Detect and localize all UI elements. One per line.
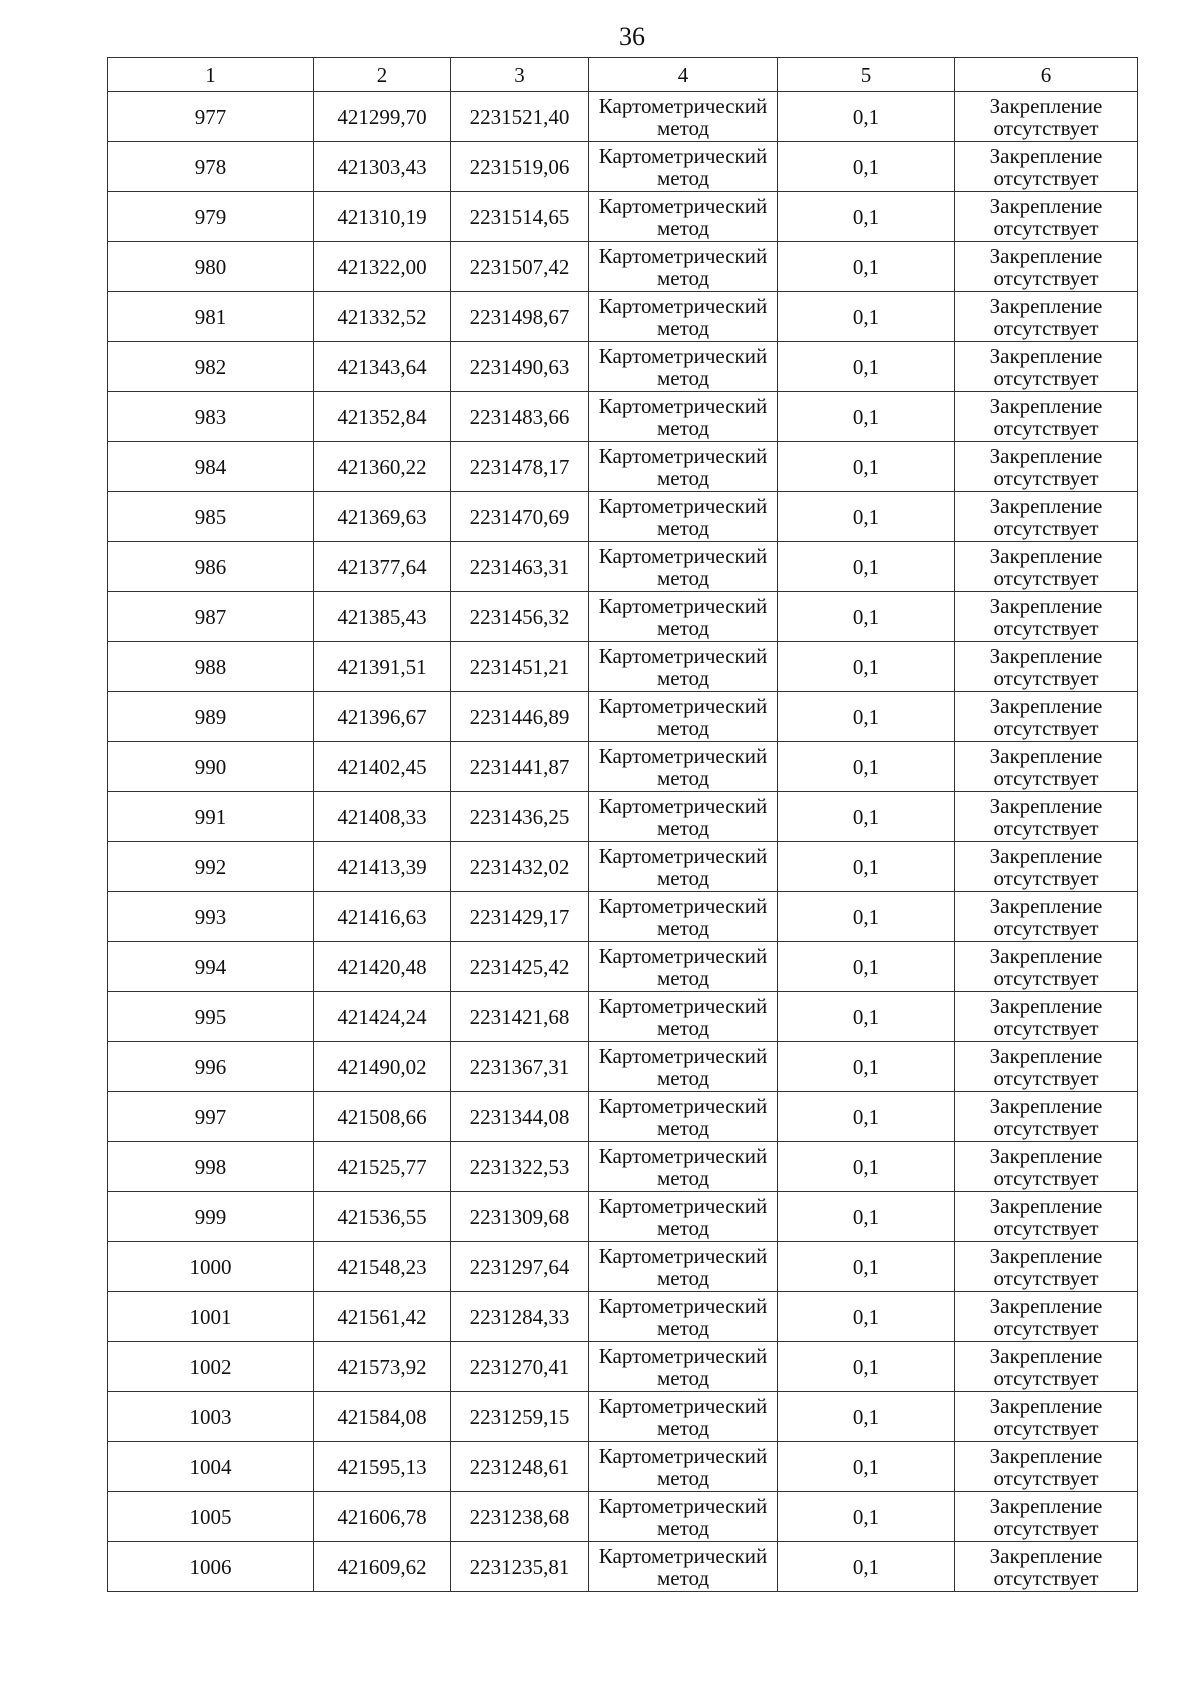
point-number-cell: 985 xyxy=(108,492,314,542)
x-coordinate-cell: 421595,13 xyxy=(314,1442,451,1492)
table-row xyxy=(108,1142,1138,1192)
table-row xyxy=(108,892,1138,942)
method-cell: Картометрический метод xyxy=(589,292,778,342)
table-row xyxy=(108,92,1138,142)
table-header-row xyxy=(108,58,1138,92)
accuracy-cell: 0,1 xyxy=(778,692,955,742)
y-coordinate-cell: 2231514,65 xyxy=(451,192,589,242)
table-row xyxy=(108,1492,1138,1542)
method-cell: Картометрический метод xyxy=(589,1542,778,1592)
table-row xyxy=(108,1292,1138,1342)
accuracy-cell: 0,1 xyxy=(778,342,955,392)
table-row xyxy=(108,1392,1138,1442)
point-number-cell: 987 xyxy=(108,592,314,642)
x-coordinate-cell: 421299,70 xyxy=(314,92,451,142)
x-coordinate-cell: 421420,48 xyxy=(314,942,451,992)
column-header-6: 6 xyxy=(955,58,1138,92)
accuracy-cell: 0,1 xyxy=(778,292,955,342)
accuracy-cell: 0,1 xyxy=(778,992,955,1042)
method-cell: Картометрический метод xyxy=(589,642,778,692)
y-coordinate-cell: 2231498,67 xyxy=(451,292,589,342)
fixing-cell: Закрепление отсутствует xyxy=(955,142,1138,192)
fixing-cell: Закрепление отсутствует xyxy=(955,892,1138,942)
table-row xyxy=(108,792,1138,842)
accuracy-cell: 0,1 xyxy=(778,1542,955,1592)
point-number-cell: 992 xyxy=(108,842,314,892)
y-coordinate-cell: 2231259,15 xyxy=(451,1392,589,1442)
fixing-cell: Закрепление отсутствует xyxy=(955,292,1138,342)
y-coordinate-cell: 2231432,02 xyxy=(451,842,589,892)
x-coordinate-cell: 421352,84 xyxy=(314,392,451,442)
point-number-cell: 995 xyxy=(108,992,314,1042)
point-number-cell: 990 xyxy=(108,742,314,792)
table-row xyxy=(108,1442,1138,1492)
x-coordinate-cell: 421525,77 xyxy=(314,1142,451,1192)
point-number-cell: 983 xyxy=(108,392,314,442)
accuracy-cell: 0,1 xyxy=(778,1492,955,1542)
accuracy-cell: 0,1 xyxy=(778,1342,955,1392)
point-number-cell: 1002 xyxy=(108,1342,314,1392)
accuracy-cell: 0,1 xyxy=(778,442,955,492)
method-cell: Картометрический метод xyxy=(589,342,778,392)
y-coordinate-cell: 2231344,08 xyxy=(451,1092,589,1142)
accuracy-cell: 0,1 xyxy=(778,492,955,542)
fixing-cell: Закрепление отсутствует xyxy=(955,792,1138,842)
point-number-cell: 993 xyxy=(108,892,314,942)
y-coordinate-cell: 2231470,69 xyxy=(451,492,589,542)
method-cell: Картометрический метод xyxy=(589,592,778,642)
table-row xyxy=(108,542,1138,592)
y-coordinate-cell: 2231421,68 xyxy=(451,992,589,1042)
x-coordinate-cell: 421561,42 xyxy=(314,1292,451,1342)
accuracy-cell: 0,1 xyxy=(778,92,955,142)
method-cell: Картометрический метод xyxy=(589,742,778,792)
accuracy-cell: 0,1 xyxy=(778,142,955,192)
y-coordinate-cell: 2231519,06 xyxy=(451,142,589,192)
accuracy-cell: 0,1 xyxy=(778,1042,955,1092)
accuracy-cell: 0,1 xyxy=(778,892,955,942)
method-cell: Картометрический метод xyxy=(589,1292,778,1342)
x-coordinate-cell: 421360,22 xyxy=(314,442,451,492)
table-row xyxy=(108,592,1138,642)
fixing-cell: Закрепление отсутствует xyxy=(955,492,1138,542)
x-coordinate-cell: 421424,24 xyxy=(314,992,451,1042)
x-coordinate-cell: 421332,52 xyxy=(314,292,451,342)
accuracy-cell: 0,1 xyxy=(778,842,955,892)
point-number-cell: 982 xyxy=(108,342,314,392)
table-body xyxy=(108,92,1138,1592)
y-coordinate-cell: 2231478,17 xyxy=(451,442,589,492)
point-number-cell: 991 xyxy=(108,792,314,842)
x-coordinate-cell: 421413,39 xyxy=(314,842,451,892)
table-row xyxy=(108,192,1138,242)
fixing-cell: Закрепление отсутствует xyxy=(955,692,1138,742)
table-row xyxy=(108,1042,1138,1092)
point-number-cell: 981 xyxy=(108,292,314,342)
table-row xyxy=(108,242,1138,292)
method-cell: Картометрический метод xyxy=(589,942,778,992)
fixing-cell: Закрепление отсутствует xyxy=(955,842,1138,892)
point-number-cell: 999 xyxy=(108,1192,314,1242)
fixing-cell: Закрепление отсутствует xyxy=(955,1492,1138,1542)
accuracy-cell: 0,1 xyxy=(778,1192,955,1242)
table-row xyxy=(108,342,1138,392)
x-coordinate-cell: 421391,51 xyxy=(314,642,451,692)
x-coordinate-cell: 421508,66 xyxy=(314,1092,451,1142)
x-coordinate-cell: 421584,08 xyxy=(314,1392,451,1442)
fixing-cell: Закрепление отсутствует xyxy=(955,242,1138,292)
method-cell: Картометрический метод xyxy=(589,1042,778,1092)
fixing-cell: Закрепление отсутствует xyxy=(955,442,1138,492)
method-cell: Картометрический метод xyxy=(589,192,778,242)
x-coordinate-cell: 421408,33 xyxy=(314,792,451,842)
table-row xyxy=(108,392,1138,442)
point-number-cell: 977 xyxy=(108,92,314,142)
y-coordinate-cell: 2231322,53 xyxy=(451,1142,589,1192)
x-coordinate-cell: 421573,92 xyxy=(314,1342,451,1392)
column-header-1: 1 xyxy=(108,58,314,92)
accuracy-cell: 0,1 xyxy=(778,542,955,592)
method-cell: Картометрический метод xyxy=(589,1192,778,1242)
table-row xyxy=(108,692,1138,742)
fixing-cell: Закрепление отсутствует xyxy=(955,742,1138,792)
y-coordinate-cell: 2231429,17 xyxy=(451,892,589,942)
table-row xyxy=(108,1242,1138,1292)
point-number-cell: 1005 xyxy=(108,1492,314,1542)
method-cell: Картометрический метод xyxy=(589,1442,778,1492)
method-cell: Картометрический метод xyxy=(589,242,778,292)
y-coordinate-cell: 2231451,21 xyxy=(451,642,589,692)
x-coordinate-cell: 421322,00 xyxy=(314,242,451,292)
fixing-cell: Закрепление отсутствует xyxy=(955,1092,1138,1142)
table-row xyxy=(108,492,1138,542)
fixing-cell: Закрепление отсутствует xyxy=(955,342,1138,392)
x-coordinate-cell: 421536,55 xyxy=(314,1192,451,1242)
point-number-cell: 989 xyxy=(108,692,314,742)
y-coordinate-cell: 2231483,66 xyxy=(451,392,589,442)
x-coordinate-cell: 421416,63 xyxy=(314,892,451,942)
fixing-cell: Закрепление отсутствует xyxy=(955,92,1138,142)
accuracy-cell: 0,1 xyxy=(778,792,955,842)
fixing-cell: Закрепление отсутствует xyxy=(955,592,1138,642)
method-cell: Картометрический метод xyxy=(589,1242,778,1292)
accuracy-cell: 0,1 xyxy=(778,742,955,792)
y-coordinate-cell: 2231490,63 xyxy=(451,342,589,392)
table-row xyxy=(108,1092,1138,1142)
fixing-cell: Закрепление отсутствует xyxy=(955,992,1138,1042)
table-row xyxy=(108,1192,1138,1242)
point-number-cell: 980 xyxy=(108,242,314,292)
x-coordinate-cell: 421490,02 xyxy=(314,1042,451,1092)
point-number-cell: 1004 xyxy=(108,1442,314,1492)
method-cell: Картометрический метод xyxy=(589,1342,778,1392)
method-cell: Картометрический метод xyxy=(589,492,778,542)
page-number: 36 xyxy=(619,22,645,51)
y-coordinate-cell: 2231297,64 xyxy=(451,1242,589,1292)
fixing-cell: Закрепление отсутствует xyxy=(955,1392,1138,1442)
x-coordinate-cell: 421343,64 xyxy=(314,342,451,392)
table-row xyxy=(108,992,1138,1042)
point-number-cell: 988 xyxy=(108,642,314,692)
x-coordinate-cell: 421606,78 xyxy=(314,1492,451,1542)
y-coordinate-cell: 2231463,31 xyxy=(451,542,589,592)
table-row xyxy=(108,742,1138,792)
table-row xyxy=(108,292,1138,342)
accuracy-cell: 0,1 xyxy=(778,242,955,292)
point-number-cell: 998 xyxy=(108,1142,314,1192)
accuracy-cell: 0,1 xyxy=(778,642,955,692)
fixing-cell: Закрепление отсутствует xyxy=(955,1142,1138,1192)
fixing-cell: Закрепление отсутствует xyxy=(955,942,1138,992)
column-header-5: 5 xyxy=(778,58,955,92)
x-coordinate-cell: 421609,62 xyxy=(314,1542,451,1592)
fixing-cell: Закрепление отсутствует xyxy=(955,642,1138,692)
y-coordinate-cell: 2231521,40 xyxy=(451,92,589,142)
point-number-cell: 994 xyxy=(108,942,314,992)
fixing-cell: Закрепление отсутствует xyxy=(955,1442,1138,1492)
table-row xyxy=(108,842,1138,892)
accuracy-cell: 0,1 xyxy=(778,1242,955,1292)
point-number-cell: 1000 xyxy=(108,1242,314,1292)
method-cell: Картометрический метод xyxy=(589,892,778,942)
x-coordinate-cell: 421385,43 xyxy=(314,592,451,642)
fixing-cell: Закрепление отсутствует xyxy=(955,192,1138,242)
y-coordinate-cell: 2231456,32 xyxy=(451,592,589,642)
method-cell: Картометрический метод xyxy=(589,792,778,842)
table-row xyxy=(108,1342,1138,1392)
column-header-3: 3 xyxy=(451,58,589,92)
x-coordinate-cell: 421303,43 xyxy=(314,142,451,192)
y-coordinate-cell: 2231248,61 xyxy=(451,1442,589,1492)
accuracy-cell: 0,1 xyxy=(778,592,955,642)
x-coordinate-cell: 421396,67 xyxy=(314,692,451,742)
y-coordinate-cell: 2231235,81 xyxy=(451,1542,589,1592)
x-coordinate-cell: 421310,19 xyxy=(314,192,451,242)
y-coordinate-cell: 2231270,41 xyxy=(451,1342,589,1392)
method-cell: Картометрический метод xyxy=(589,1392,778,1442)
x-coordinate-cell: 421369,63 xyxy=(314,492,451,542)
x-coordinate-cell: 421548,23 xyxy=(314,1242,451,1292)
point-number-cell: 979 xyxy=(108,192,314,242)
accuracy-cell: 0,1 xyxy=(778,1142,955,1192)
point-number-cell: 996 xyxy=(108,1042,314,1092)
accuracy-cell: 0,1 xyxy=(778,942,955,992)
y-coordinate-cell: 2231309,68 xyxy=(451,1192,589,1242)
accuracy-cell: 0,1 xyxy=(778,1092,955,1142)
y-coordinate-cell: 2231507,42 xyxy=(451,242,589,292)
method-cell: Картометрический метод xyxy=(589,542,778,592)
method-cell: Картометрический метод xyxy=(589,92,778,142)
method-cell: Картометрический метод xyxy=(589,1092,778,1142)
point-number-cell: 978 xyxy=(108,142,314,192)
point-number-cell: 1003 xyxy=(108,1392,314,1442)
method-cell: Картометрический метод xyxy=(589,842,778,892)
table-row xyxy=(108,942,1138,992)
method-cell: Картометрический метод xyxy=(589,1142,778,1192)
point-number-cell: 997 xyxy=(108,1092,314,1142)
method-cell: Картометрический метод xyxy=(589,142,778,192)
fixing-cell: Закрепление отсутствует xyxy=(955,542,1138,592)
y-coordinate-cell: 2231367,31 xyxy=(451,1042,589,1092)
y-coordinate-cell: 2231284,33 xyxy=(451,1292,589,1342)
fixing-cell: Закрепление отсутствует xyxy=(955,1292,1138,1342)
coordinates-table xyxy=(107,57,1138,1592)
fixing-cell: Закрепление отсутствует xyxy=(955,392,1138,442)
column-header-2: 2 xyxy=(314,58,451,92)
method-cell: Картометрический метод xyxy=(589,692,778,742)
column-header-4: 4 xyxy=(589,58,778,92)
point-number-cell: 986 xyxy=(108,542,314,592)
point-number-cell: 1001 xyxy=(108,1292,314,1342)
accuracy-cell: 0,1 xyxy=(778,192,955,242)
x-coordinate-cell: 421377,64 xyxy=(314,542,451,592)
accuracy-cell: 0,1 xyxy=(778,1392,955,1442)
point-number-cell: 1006 xyxy=(108,1542,314,1592)
method-cell: Картометрический метод xyxy=(589,992,778,1042)
method-cell: Картометрический метод xyxy=(589,442,778,492)
fixing-cell: Закрепление отсутствует xyxy=(955,1342,1138,1392)
point-number-cell: 984 xyxy=(108,442,314,492)
fixing-cell: Закрепление отсутствует xyxy=(955,1192,1138,1242)
y-coordinate-cell: 2231446,89 xyxy=(451,692,589,742)
y-coordinate-cell: 2231425,42 xyxy=(451,942,589,992)
fixing-cell: Закрепление отсутствует xyxy=(955,1242,1138,1292)
table-row xyxy=(108,442,1138,492)
accuracy-cell: 0,1 xyxy=(778,1442,955,1492)
table-row xyxy=(108,142,1138,192)
accuracy-cell: 0,1 xyxy=(778,392,955,442)
x-coordinate-cell: 421402,45 xyxy=(314,742,451,792)
fixing-cell: Закрепление отсутствует xyxy=(955,1042,1138,1092)
method-cell: Картометрический метод xyxy=(589,392,778,442)
accuracy-cell: 0,1 xyxy=(778,1292,955,1342)
y-coordinate-cell: 2231441,87 xyxy=(451,742,589,792)
method-cell: Картометрический метод xyxy=(589,1492,778,1542)
fixing-cell: Закрепление отсутствует xyxy=(955,1542,1138,1592)
y-coordinate-cell: 2231238,68 xyxy=(451,1492,589,1542)
table-row xyxy=(108,642,1138,692)
y-coordinate-cell: 2231436,25 xyxy=(451,792,589,842)
table-row xyxy=(108,1542,1138,1592)
